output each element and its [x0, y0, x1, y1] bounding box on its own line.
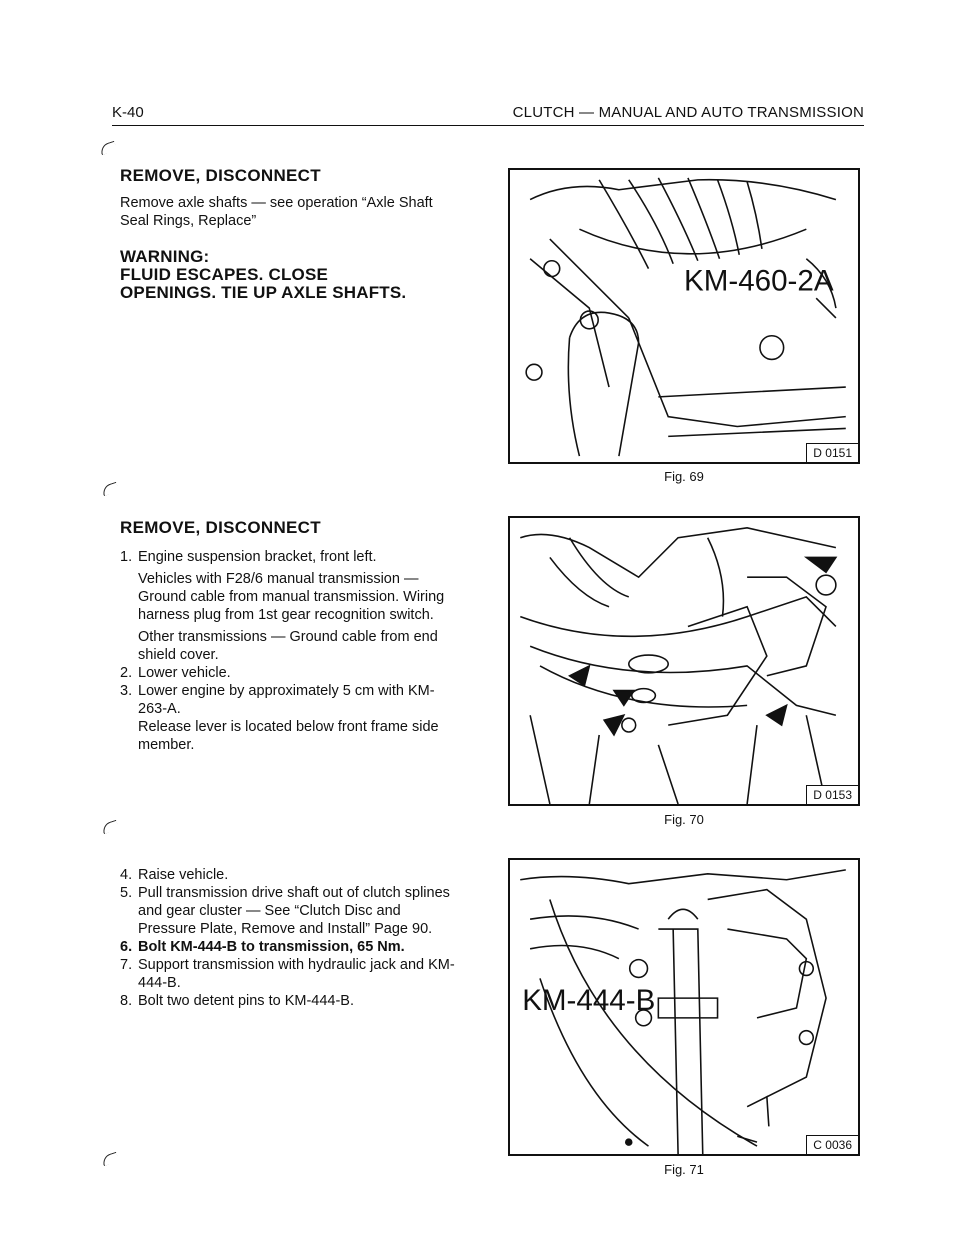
illustration-transmission-support: [510, 860, 858, 1154]
step-text: Bolt two detent pins to KM-444-B.: [138, 993, 354, 1009]
warning-line: WARNING:: [120, 247, 210, 266]
margin-mark: [99, 141, 117, 155]
section-engine-bracket: [120, 518, 460, 754]
list-item: [120, 682, 460, 754]
figure-id: D 0151: [806, 443, 858, 462]
step-subtext: Release lever is located below front frame side member.: [138, 719, 439, 753]
list-item: [120, 938, 460, 956]
section-title: CLUTCH — MANUAL AND AUTO TRANSMISSION: [512, 104, 864, 121]
list-item: [120, 866, 460, 884]
list-item: [120, 884, 460, 938]
illustration-axle-tool: [510, 170, 858, 462]
step-text: Pull transmission drive shaft out of clutch splines and gear cluster — See “Clutch Disc and Pressure Plate, Remove and Install” Page 90.: [138, 885, 450, 937]
list-item: [120, 956, 460, 992]
page-header: [112, 104, 864, 126]
section-heading: REMOVE, DISCONNECT: [120, 518, 321, 537]
illustration-engine-bracket: [510, 518, 858, 804]
step-list: [120, 548, 460, 754]
step-text: Lower engine by approximately 5 cm with KM-263-A.: [138, 683, 435, 717]
step-number: 8.: [120, 993, 133, 1009]
step-text: Engine suspension bracket, front left.: [138, 549, 377, 565]
step-number: 7.: [120, 957, 133, 973]
step-number: 4.: [120, 867, 133, 883]
section-axle-shafts: [120, 166, 460, 302]
warning-line: FLUID ESCAPES. CLOSE: [120, 265, 329, 284]
figure-id: D 0153: [806, 785, 858, 804]
step-number: 3.: [120, 683, 133, 699]
step-number: 6.: [120, 939, 133, 955]
step-text: Bolt KM-444-B to transmission, 65 Nm.: [138, 939, 405, 955]
step-number: 1.: [120, 549, 133, 565]
step-text: Lower vehicle.: [138, 665, 231, 681]
page-number: K-40: [112, 104, 144, 121]
margin-mark: [101, 820, 119, 834]
figure-caption: Fig. 70: [664, 812, 704, 827]
tool-callout: KM-444-B: [522, 983, 656, 1017]
step-number: 5.: [120, 885, 133, 901]
margin-mark: [101, 482, 119, 496]
step-subtext: Vehicles with F28/6 manual transmission — Ground cable from manual transmission. Wiring harness plug from 1st gear recognition switch.: [138, 571, 445, 623]
figure-69: [508, 168, 860, 464]
section-heading: REMOVE, DISCONNECT: [120, 166, 321, 185]
list-item: [120, 548, 460, 664]
step-subtext: Other transmissions — Ground cable from end shield cover.: [138, 629, 438, 663]
figure-caption: Fig. 69: [664, 469, 704, 484]
tool-callout: KM-460-2A: [684, 264, 834, 298]
instruction-text: Remove axle shafts — see operation “Axle Shaft Seal Rings, Replace”: [120, 195, 433, 229]
step-number: 2.: [120, 665, 133, 681]
figure-71: [508, 858, 860, 1156]
figure-caption: Fig. 71: [664, 1162, 704, 1177]
section-transmission-support: [120, 866, 460, 1010]
warning-line: OPENINGS. TIE UP AXLE SHAFTS.: [120, 283, 407, 302]
step-text: Support transmission with hydraulic jack and KM-444-B.: [138, 957, 455, 991]
list-item: [120, 664, 460, 682]
figure-id: C 0036: [806, 1135, 858, 1154]
figure-70: [508, 516, 860, 806]
warning-notice: [120, 248, 460, 302]
margin-mark: [101, 1152, 119, 1166]
step-list: [120, 866, 460, 1010]
step-text: Raise vehicle.: [138, 867, 229, 883]
list-item: [120, 992, 460, 1010]
